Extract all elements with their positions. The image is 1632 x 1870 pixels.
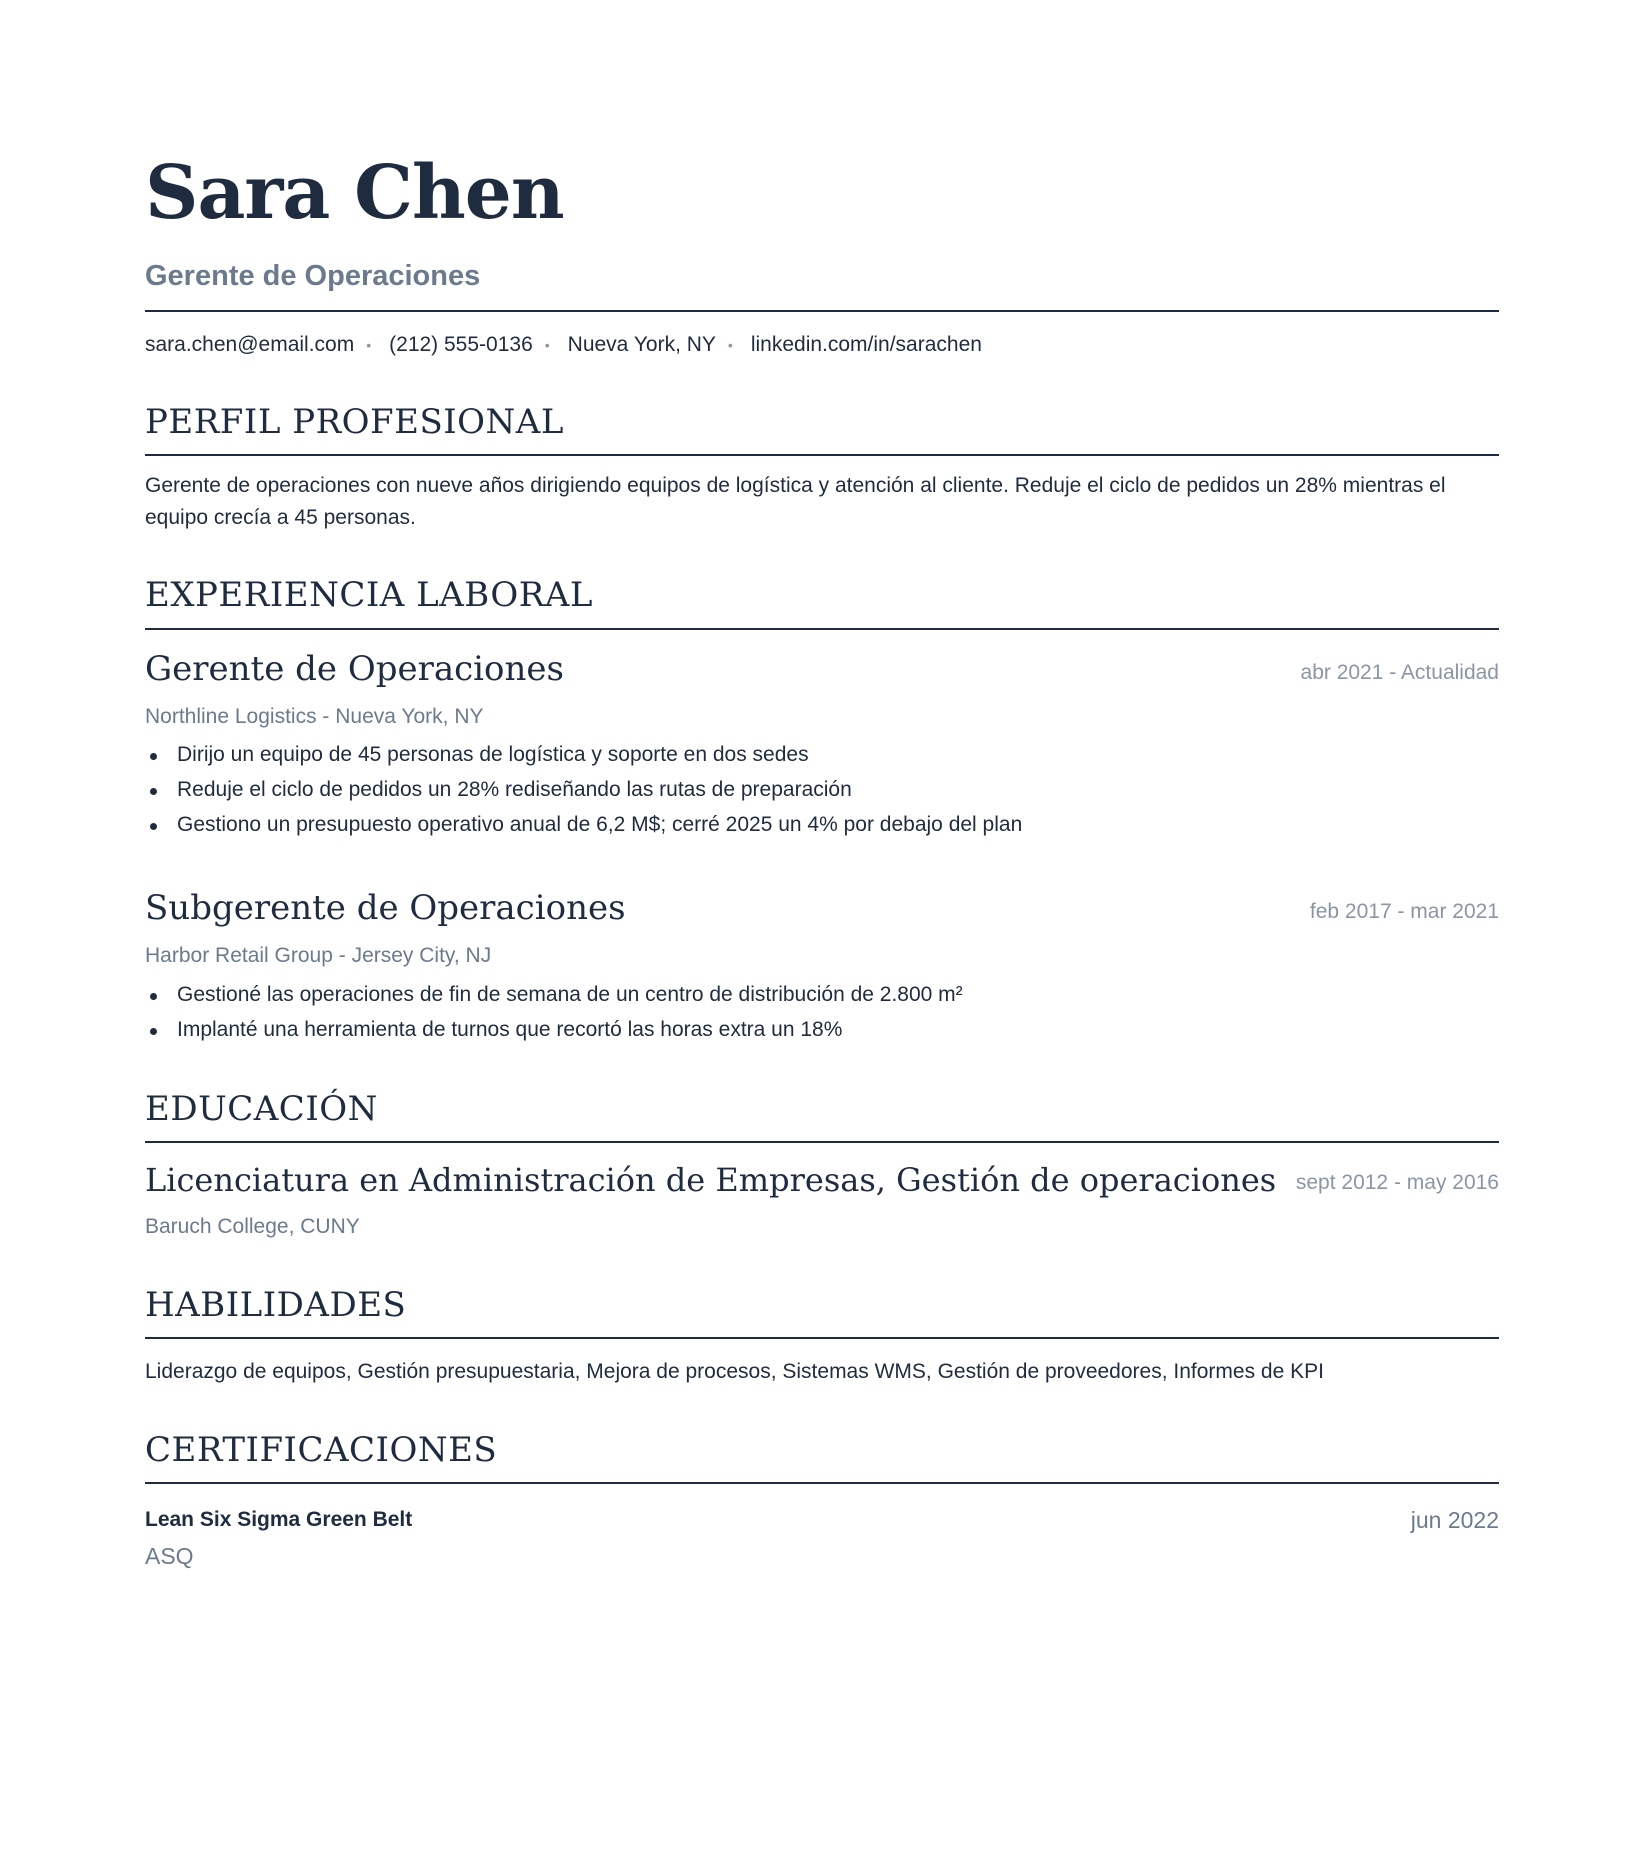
job-company: Northline Logistics - Nueva York, NY — [145, 705, 484, 728]
list-item: Implanté una herramienta de turnos que recortó las horas extra un 18% — [145, 1015, 963, 1050]
contact-location: Nueva York, NY — [567, 333, 716, 356]
education-dates: sept 2012 - may 2016 — [1295, 1171, 1499, 1194]
section-title-education: EDUCACIÓN — [145, 1089, 378, 1129]
degree-title: Licenciatura en Administración de Empresas, Gestión de operaciones — [145, 1161, 1277, 1199]
section-divider — [145, 454, 1499, 456]
contact-email[interactable]: sara.chen@email.com — [145, 333, 355, 356]
job-title: Gerente de Operaciones — [145, 649, 564, 689]
contact-separator: • — [366, 337, 372, 353]
certification-issuer: ASQ — [145, 1543, 194, 1569]
list-item: Gestiono un presupuesto operativo anual de 6,2 M$; cerré 2025 un 4% por debajo del plan — [145, 810, 1022, 845]
contact-row — [145, 330, 982, 360]
job-dates: abr 2021 - Actualidad — [1300, 661, 1499, 684]
contact-separator: • — [544, 337, 550, 353]
job-bullets — [145, 740, 1022, 845]
section-title-skills: HABILIDADES — [145, 1285, 407, 1325]
list-item: Dirijo un equipo de 45 personas de logística y soporte en dos sedes — [145, 740, 1022, 775]
job-dates: feb 2017 - mar 2021 — [1309, 900, 1499, 923]
education-school: Baruch College, CUNY — [145, 1215, 360, 1238]
skills-list: Liderazgo de equipos, Gestión presupuestaria, Mejora de procesos, Sistemas WMS, Gestión de proveedores, Informes de KPI — [145, 1360, 1324, 1383]
candidate-name: Sara Chen — [145, 150, 564, 236]
section-divider — [145, 1141, 1499, 1143]
job-bullets — [145, 980, 963, 1050]
job-company: Harbor Retail Group - Jersey City, NJ — [145, 944, 492, 967]
contact-separator: • — [727, 337, 733, 353]
section-title-profile: PERFIL PROFESIONAL — [145, 402, 564, 442]
section-title-certifications: CERTIFICACIONES — [145, 1430, 498, 1470]
contact-linkedin[interactable]: linkedin.com/in/sarachen — [750, 333, 982, 356]
certification-name: Lean Six Sigma Green Belt — [145, 1508, 413, 1531]
job-title: Subgerente de Operaciones — [145, 888, 626, 928]
list-item: Gestioné las operaciones de fin de semana de un centro de distribución de 2.800 m² — [145, 980, 963, 1015]
certification-date: jun 2022 — [1410, 1507, 1499, 1533]
section-divider — [145, 628, 1499, 630]
profile-summary: Gerente de operaciones con nueve años dirigiendo equipos de logística y atención al cliente. Reduje el ciclo de pedidos un 28% mientras el equipo crecía a 45 personas. — [145, 474, 1446, 529]
candidate-role: Gerente de Operaciones — [145, 260, 481, 292]
resume-page — [145, 0, 1499, 1870]
list-item: Reduje el ciclo de pedidos un 28% rediseñando las rutas de preparación — [145, 775, 1022, 810]
section-divider — [145, 1482, 1499, 1484]
header-divider — [145, 310, 1499, 312]
contact-phone[interactable]: (212) 555-0136 — [389, 333, 533, 356]
section-title-experience: EXPERIENCIA LABORAL — [145, 575, 593, 615]
section-divider — [145, 1337, 1499, 1339]
